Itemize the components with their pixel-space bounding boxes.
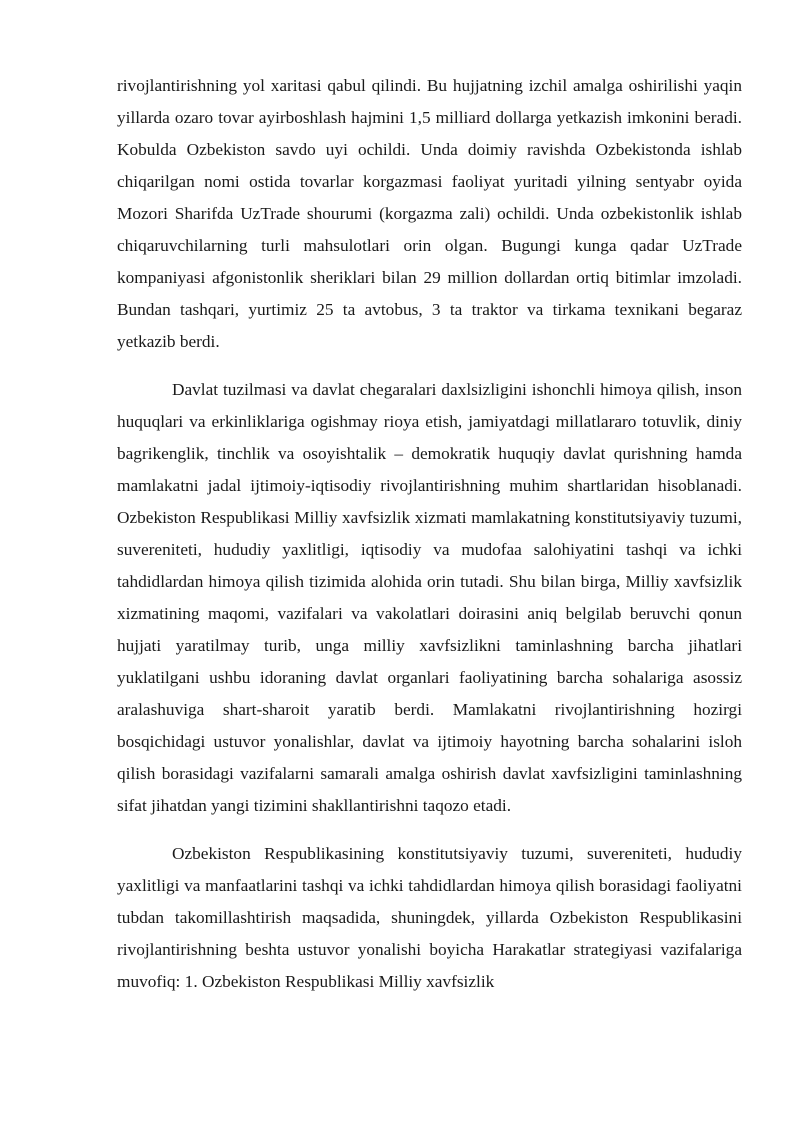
paragraph-3: Ozbekiston Respublikasining konstitutsiyaviy tuzumi, suvereniteti, hududiy yaxlitligi va manfaatlarini tashqi va ichki tahdidlardan himoya qilish borasidagi faoliyatni tubdan takomillashtirish maqsadida, shuningdek, yillarda Ozbekiston Respublikasini rivojlantirishning beshta ustuvor yonalishi boyicha Harakatlar strategiyasi vazifalariga muvofiq: 1. Ozbekiston Respublikasi Milliy xavfsizlik (117, 844, 742, 991)
paragraph-1: rivojlantirishning yol xaritasi qabul qilindi. Bu hujjatning izchil amalga oshirilishi yaqin yillarda ozaro tovar ayirboshlash hajmini 1,5 milliard dollarga yetkazish imkonini beradi. Kobulda Ozbekiston savdo uyi ochildi. Unda doimiy ravishda Ozbekistonda ishlab chiqarilgan nomi ostida tovarlar korgazmasi faoliyat yuritadi yilning sentyabr oyida Mozori Sharifda UzTrade shourumi (korgazma zali) ochildi. Unda ozbekistonlik ishlab chiqaruvchilarning turli mahsulotlari orin olgan. Bugungi kunga qadar UzTrade kompaniyasi afgonistonlik sheriklari bilan 29 million dollardan ortiq bitimlar imzoladi. Bundan tashqari, yurtimiz 25 ta avtobus, 3 ta traktor va tirkama texnikani begaraz yetkazib berdi. (117, 76, 742, 351)
paragraph-2: Davlat tuzilmasi va davlat chegaralari daxlsizligini ishonchli himoya qilish, inson huquqlari va erkinliklariga ogishmay rioya etish, jamiyatdagi millatlararo totuvlik, diniy bagrikenglik, tinchlik va osoyishtalik – demokratik huquqiy davlat qurishning hamda mamlakatni jadal ijtimoiy-iqtisodiy rivojlantirishning muhim shartlaridan hisoblanadi. Ozbekiston Respublikasi Milliy xavfsizlik xizmati mamlakatning konstitutsiyaviy tuzumi, suvereniteti, hududiy yaxlitligi, iqtisodiy va mudofaa salohiyatini tashqi va ichki tahdidlardan himoya qilish tizimida alohida orin tutadi. Shu bilan birga, Milliy xavfsizlik xizmatining maqomi, vazifalari va vakolatlari doirasini aniq belgilab beruvchi qonun hujjati yaratilmay turib, unga milliy xavfsizlikni taminlashning barcha jihatlari yuklatilgani ushbu idoraning davlat organlari faoliyatining barcha sohalariga asossiz aralashuviga shart-sharoit yaratib berdi. Mamlakatni rivojlantirishning hozirgi bosqichidagi ustuvor yonalishlar, davlat va ijtimoiy hayotning barcha sohalarini isloh qilish borasidagi vazifalarni samarali amalga oshirish davlat xavfsizligini taminlashning sifat jihatdan yangi tizimini shakllantirishni taqozo etadi. (117, 380, 742, 815)
document-body (117, 70, 742, 998)
